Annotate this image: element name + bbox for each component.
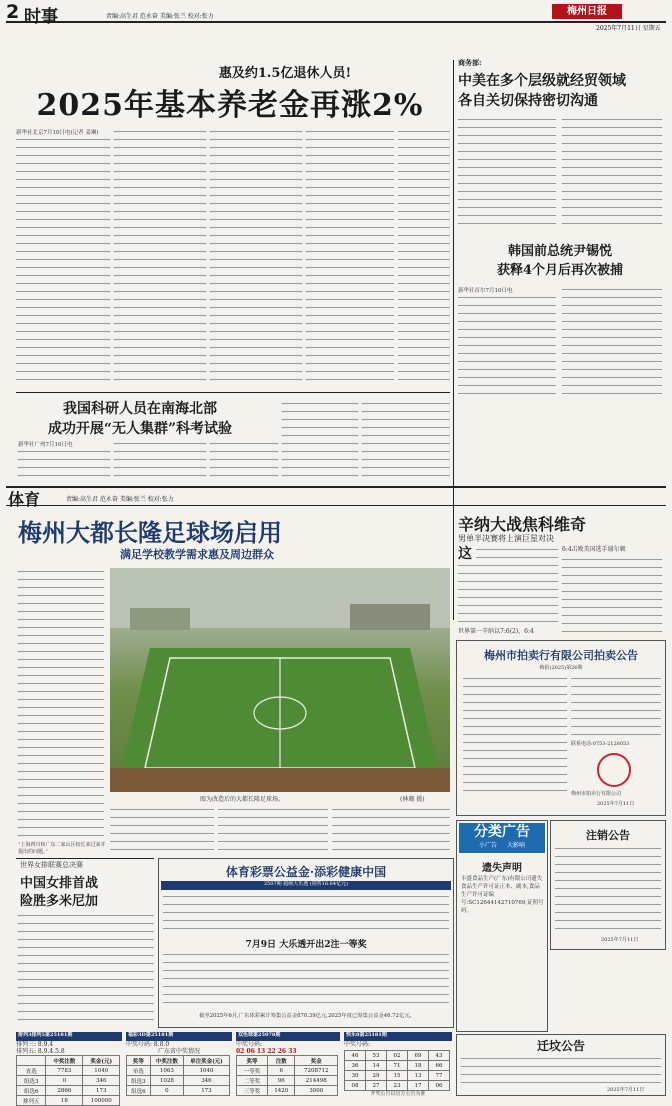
volleyball-kicker: 世界女排联赛总决赛 [20, 861, 83, 869]
p3-cell: 0 [46, 1076, 83, 1086]
stadium-photo-caption: 图为改造后的大都长隆足球场。 [200, 796, 285, 803]
lost-title: 遗失声明 [482, 863, 522, 874]
tomb-title: 迁坟公告 [536, 1039, 585, 1053]
lottery-p3-line2: 排列五: 8.9.4.5.8 [16, 1048, 65, 1055]
table-row [345, 1051, 450, 1061]
notice-date: 2025年7月11日 [601, 937, 639, 943]
divider-volleyball [16, 858, 154, 859]
kl8-cell: 18 [408, 1061, 429, 1071]
stadium-photo-credit: (林珊 摄) [400, 796, 425, 803]
lottery-ssq-title: 双色球第25078期 [236, 1032, 340, 1041]
classified-title: 分类广告 [474, 824, 530, 840]
lead-body-col5 [398, 128, 450, 384]
lottery-3d [126, 1032, 232, 1096]
korea-dateline: 新华社首尔7月10日电 [458, 288, 513, 294]
tennis-body-col2 [562, 556, 662, 636]
auction-contact: 联系电话:0753-2128053 [571, 741, 630, 747]
p3-h0 [17, 1056, 46, 1066]
stadium-photo [110, 568, 450, 792]
stadium-body-col4 [332, 806, 450, 854]
science-headline-2: 成功开展“无人集群”科考试验 [47, 421, 233, 437]
fc-cell: 1040 [183, 1066, 229, 1076]
kl8-cell: 53 [366, 1051, 387, 1061]
p3-cell: 1040 [83, 1066, 120, 1076]
auction-seal-icon [597, 753, 631, 787]
trade-body-col1 [458, 116, 556, 224]
p3-cell: 18 [46, 1096, 83, 1106]
fc-cell: 0 [150, 1086, 183, 1096]
column-divider [453, 60, 454, 620]
fc-cell: 346 [183, 1076, 229, 1086]
volleyball-body [18, 912, 154, 1022]
lottery-banner-title: 体育彩票公益金·添彩健康中国 [225, 865, 387, 879]
science-body-col3 [210, 440, 278, 480]
classified-title-box [459, 823, 545, 853]
fc-h1: 中奖注数 [150, 1056, 183, 1066]
ssq-cell: 3000 [295, 1086, 338, 1096]
lottery-3d-title: 福彩3D第25181期 [126, 1032, 232, 1041]
table-row [345, 1081, 450, 1091]
sports-editors: 责编:高生君 范永奋 美编:张兰 校对:张力 [66, 496, 174, 503]
tomb-date: 2025年7月11日 [607, 1087, 645, 1093]
stadium-footer-line: “上海四川和广东二家山区校长来过来并提出的问题。” [18, 842, 106, 855]
table-row [237, 1066, 338, 1076]
tennis-dropcap: 这 [458, 546, 472, 562]
kl8-grid [344, 1050, 450, 1091]
p3-cell: 组选3 [17, 1076, 46, 1086]
ssq-cell: 96 [268, 1076, 295, 1086]
lottery-3d-line2: 广东省中奖情况 [157, 1048, 200, 1055]
lottery-p3-title: 排列3排列5第25181期 [16, 1032, 122, 1041]
auction-date: 2025年7月11日 [597, 801, 635, 807]
p3-cell: 7783 [46, 1066, 83, 1076]
ssq-cell: 6 [268, 1066, 295, 1076]
lost-body: 丰盛食品生产(广东)有限公司遗失食品生产许可证正本、副本,食品生产许可证编号:SC12644142710769,证照号码。 [461, 876, 544, 914]
science-body-col1 [18, 448, 110, 480]
trade-body-col2 [562, 116, 662, 224]
auction-ref: 梅拍(2025)第26期 [539, 665, 583, 671]
lead-dateline: 新华社北京7月10日电(记者 姜琳) [16, 130, 99, 136]
p3-cell: 组选6 [17, 1086, 46, 1096]
lottery-banner-rows [163, 893, 449, 931]
stadium-body-col3 [218, 806, 328, 854]
kl8-cell: 27 [366, 1081, 387, 1091]
paper-logo [552, 4, 622, 19]
stadium-body-col1 [18, 568, 104, 838]
lead-body-col1 [16, 136, 110, 384]
auction-body [463, 675, 567, 795]
kl8-cell: 30 [345, 1071, 366, 1081]
kl8-cell: 06 [429, 1081, 450, 1091]
p3-cell: 排列五 [17, 1096, 46, 1106]
kl8-cell: 02 [387, 1051, 408, 1061]
table-row [17, 1066, 120, 1076]
sports-section-bar [6, 486, 666, 509]
lead-body-col3 [210, 128, 302, 384]
trade-headline-2: 各自关切保持密切沟通 [458, 93, 598, 109]
page-number: 2 [6, 1, 20, 23]
tennis-headline: 辛纳大战焦科维奇 [458, 515, 587, 534]
fc-cell: 1063 [150, 1066, 183, 1076]
sports-section-title: 体育 [8, 490, 41, 509]
table-row [17, 1076, 120, 1086]
notice-body [555, 845, 661, 931]
p3-h2: 奖金(元) [83, 1056, 120, 1066]
table-row [345, 1071, 450, 1081]
ssq-table [236, 1055, 338, 1096]
notice-box [550, 820, 666, 950]
stadium-headline: 梅州大都长隆足球场启用 [18, 518, 282, 547]
tomb-box [456, 1034, 666, 1096]
ssq-h2: 奖金 [295, 1056, 338, 1066]
kl8-cell: 15 [387, 1071, 408, 1081]
ssq-cell: 1420 [268, 1086, 295, 1096]
table-row [237, 1076, 338, 1086]
p3-cell: 2866 [46, 1086, 83, 1096]
kl8-cell: 66 [429, 1061, 450, 1071]
lottery-banner-body [163, 951, 449, 1005]
p3-cell: 100000 [83, 1096, 120, 1106]
lead-headline: 2025年基本养老金再涨2% [36, 88, 424, 123]
korea-body-col1 [458, 294, 556, 398]
tennis-body-col1 [476, 546, 558, 560]
logo-text: 梅州日报 [567, 6, 607, 17]
p3-h1: 中奖注数 [46, 1056, 83, 1066]
lottery-ssq-line1: 中奖号码: [236, 1041, 263, 1048]
auction-box [456, 640, 666, 816]
lottery-banner [158, 858, 454, 1028]
kl8-cell: 71 [387, 1061, 408, 1071]
kl8-cell: 36 [345, 1061, 366, 1071]
lottery-bottom-note: 开奖公告以官方公告为准 [370, 1091, 426, 1097]
fc-h0: 奖等 [127, 1056, 151, 1066]
lottery-banner-footer: 截至2025年6月,广东体彩累计筹集公益金870.39亿元,2025年度已筹集公益金46.72亿元。 [199, 1013, 415, 1019]
editors-line: 责编:高生君 范永奋 美编:张兰 校对:张力 [106, 13, 214, 20]
volleyball-headline-2: 险胜多米尼加 [20, 894, 99, 909]
trade-label: 商务部: [458, 58, 482, 67]
lottery-ssq [236, 1032, 340, 1096]
table-row [127, 1066, 230, 1076]
table-row [345, 1061, 450, 1071]
lead-body-col4 [306, 128, 394, 384]
p3-table [16, 1055, 120, 1106]
lottery-ssq-line2: 02 06 13 22 26 33 [236, 1048, 297, 1055]
lead-kicker: 惠及约1.5亿退休人员! [218, 66, 352, 81]
science-body-col5 [362, 400, 450, 480]
lottery-banner-sub2: 7月9日 大乐透开出2注一等奖 [245, 940, 367, 950]
science-body-col2 [114, 440, 206, 480]
auction-body-right [571, 675, 661, 735]
ssq-cell: 三等奖 [237, 1086, 268, 1096]
science-body-col4 [282, 400, 358, 480]
auction-company: 梅州市拍卖行有限公司 [571, 791, 622, 797]
fc-cell: 173 [183, 1086, 229, 1096]
masthead [6, 1, 666, 32]
auction-title: 梅州市拍卖行有限公司拍卖公告 [484, 649, 638, 662]
notice-title: 注销公告 [586, 829, 630, 842]
table-row [127, 1086, 230, 1096]
kl8-cell: 69 [408, 1051, 429, 1061]
science-headline-1: 我国科研人员在南海北部 [63, 401, 217, 417]
kl8-cell: 46 [345, 1051, 366, 1061]
kl8-cell: 77 [429, 1071, 450, 1081]
stadium-illustration [110, 568, 450, 792]
table-row [17, 1096, 120, 1106]
p3-cell: 直选 [17, 1066, 46, 1076]
kl8-cell: 08 [345, 1081, 366, 1091]
lottery-3d-line1: 中奖号码: 8.8.0 [126, 1041, 170, 1048]
tennis-body-col1b [458, 562, 558, 626]
korea-body-col2 [562, 286, 662, 398]
p3-cell: 346 [83, 1076, 120, 1086]
ssq-cell: 一等奖 [237, 1066, 268, 1076]
table-row [17, 1086, 120, 1096]
fc-cell: 1028 [150, 1076, 183, 1086]
ssq-cell: 二等奖 [237, 1076, 268, 1086]
lottery-banner-sub1: 2507期 超级大乐透 (销售16.64亿元) [161, 881, 451, 890]
p3-cell: 173 [83, 1086, 120, 1096]
lottery-kl8-title: 快乐8第25181期 [344, 1032, 452, 1041]
tennis-subhead: 男单半决赛将上演巨星对决 [458, 534, 554, 543]
classified-sub-right: 大影响 [506, 842, 525, 849]
kl8-cell: 23 [387, 1081, 408, 1091]
lead-body-col2 [114, 128, 206, 384]
tennis-score-1: 世界第一辛纳以7:6(2)、6:4 [458, 628, 534, 635]
fc-cell: 单选 [127, 1066, 151, 1076]
science-dateline: 新华社广州7月10日电 [18, 442, 73, 448]
lottery-p3 [16, 1032, 122, 1105]
korea-headline-1: 韩国前总统尹锡悦 [507, 244, 612, 259]
tennis-score-2: 6:4击败美国选手谢尔顿 [562, 546, 626, 553]
divider-science [16, 392, 450, 393]
fc-table [126, 1055, 230, 1096]
kl8-cell: 14 [366, 1061, 387, 1071]
ssq-cell: 7208712 [295, 1066, 338, 1076]
kl8-cell: 29 [366, 1071, 387, 1081]
fc-h2: 单注奖金(元) [183, 1056, 229, 1066]
table-row [237, 1086, 338, 1096]
table-row [127, 1076, 230, 1086]
kl8-cell: 43 [429, 1051, 450, 1061]
korea-headline-2: 获释4个月后再次被捕 [496, 263, 624, 278]
fc-cell: 组选6 [127, 1086, 151, 1096]
tomb-body [461, 1055, 661, 1085]
fc-cell: 组选3 [127, 1076, 151, 1086]
stadium-subhead: 满足学校教学需求惠及周边群众 [120, 548, 274, 561]
stadium-body-col2 [110, 806, 214, 854]
classified-sub-left: 小广告 [479, 842, 498, 849]
ssq-h1: 注数 [268, 1056, 295, 1066]
issue-date: 2025年7月11日 星期五 [596, 25, 661, 32]
kl8-cell: 13 [408, 1071, 429, 1081]
ssq-h0: 奖等 [237, 1056, 268, 1066]
lottery-kl8-line1: 中奖号码: [344, 1041, 371, 1048]
lottery-p3-line1: 排列三: 8.9.4 [16, 1041, 54, 1048]
kl8-cell: 17 [408, 1081, 429, 1091]
lottery-kl8 [344, 1032, 452, 1096]
classified-box [456, 820, 548, 1032]
section-title: 时事 [24, 7, 58, 27]
volleyball-headline-1: 中国女排首战 [20, 876, 99, 891]
ssq-cell: 214498 [295, 1076, 338, 1086]
trade-headline-1: 中美在多个层级就经贸领域 [458, 73, 626, 89]
